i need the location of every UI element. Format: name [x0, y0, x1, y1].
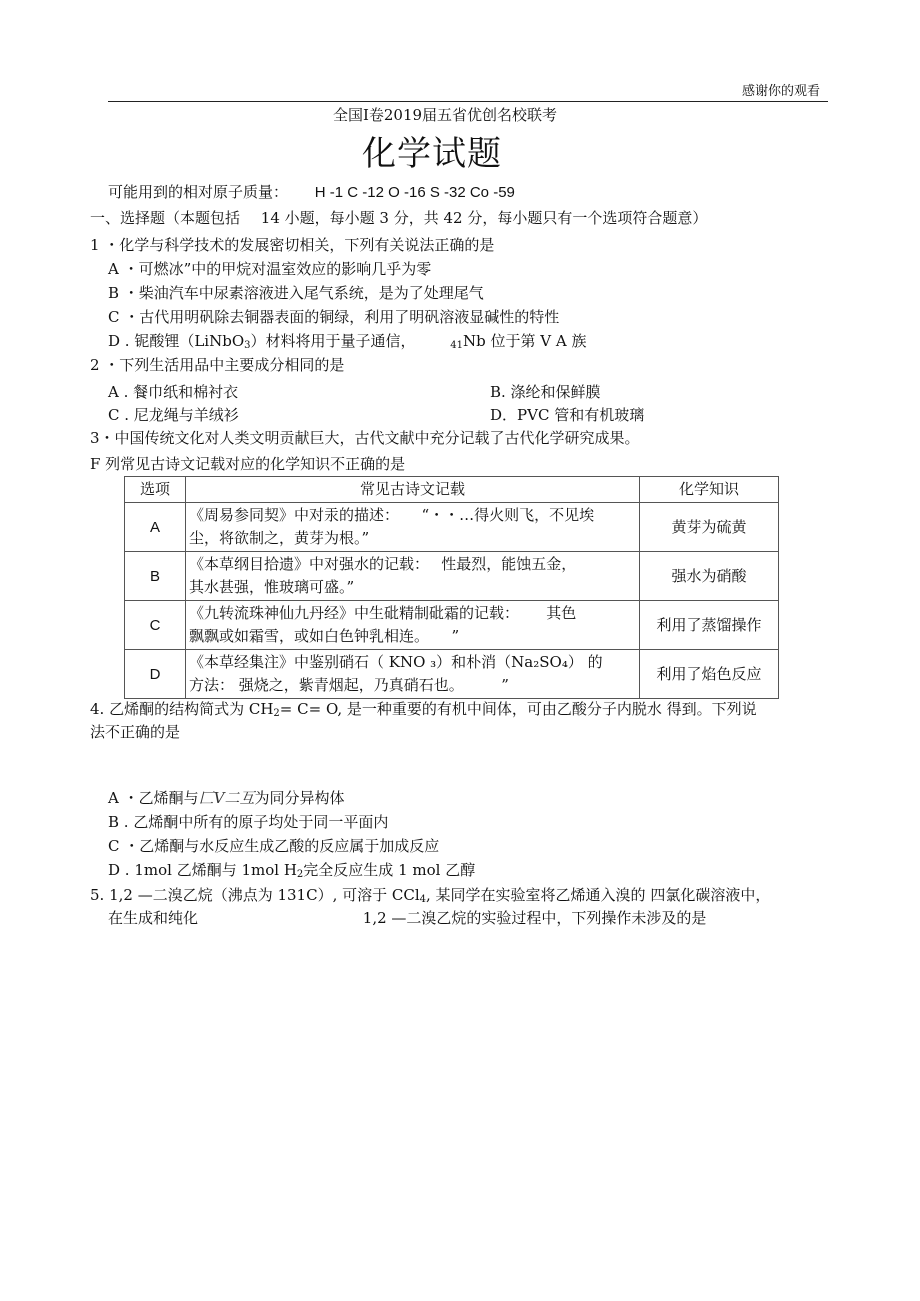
q1-d-part1: D . 铌酸锂（LiNbO: [108, 332, 245, 350]
q3-stem-line1: 3・中国传统文化对人类文明贡献巨大，古代文献中充分记载了古代化学研究成果。: [90, 429, 640, 447]
q4-stem-part1: 4. 乙烯酮的结构简式为 CH: [90, 700, 274, 718]
q1-d-sub: 3: [244, 340, 251, 351]
table-cell-record: [186, 650, 640, 699]
record-line2: 飘飘或如霜雪，或如白色钟乳相连。 ”: [189, 627, 460, 645]
q1-d-part2: ）材料将用于量子通信，: [250, 332, 416, 350]
atomic-masses-label: 可能用到的相对原子质量：: [108, 183, 289, 201]
record-line2: 方法： 强烧之，紫青烟起，乃真硝石也。 ”: [189, 676, 509, 694]
q1-option-d: [108, 331, 587, 354]
page-title: 化学试题: [362, 134, 502, 174]
table-row: [125, 503, 779, 552]
atomic-masses-values: H -1 C -12 O -16 S -32 Co -59: [314, 184, 515, 201]
q4-option-a: [108, 788, 344, 808]
q1-d-part3: Nb 位于第 V A 族: [463, 332, 587, 350]
q2-stem: 2 ・下列生活用品中主要成分相同的是: [90, 356, 345, 374]
section-heading-part2: 14 小题，每小题 3 分，共 42 分，每小题只有一个选项符合题意）: [260, 209, 708, 227]
q4-stem-line2: 法不正确的是: [90, 723, 181, 741]
table-header-option: 选项: [125, 477, 186, 503]
q4-stem-line1: [90, 699, 757, 722]
q4-option-c: C ・乙烯酮与水反应生成乙酸的反应属于加成反应: [108, 837, 440, 855]
table-header-record: 常见古诗文记载: [186, 477, 640, 503]
q4-d-part2: 完全反应生成 1 mol 乙醇: [303, 861, 476, 879]
record-line2: 尘，将欲制之，黄芽为根。”: [189, 529, 370, 547]
q2-option-b: B. 涤纶和保鲜膜: [490, 383, 601, 401]
q5-line1-sub: 4: [419, 894, 427, 905]
table-row: [125, 601, 779, 650]
q4-a-formula: 匚V二互: [198, 789, 255, 807]
table-row: [125, 650, 779, 699]
q4-stem-sub: 2: [273, 708, 280, 719]
q5-line2-part1: 在生成和纯化: [108, 909, 199, 927]
q3-table: [124, 476, 779, 699]
q4-option-d: [108, 860, 475, 883]
q5-line1: [90, 885, 770, 908]
table-cell-option: C: [125, 601, 186, 650]
q3-stem-line2: F 列常见古诗文记载对应的化学知识不正确的是: [90, 455, 406, 473]
table-cell-record: [186, 601, 640, 650]
exam-subtitle: 全国Ⅰ卷2019届五省优创名校联考: [332, 106, 558, 124]
table-cell-knowledge: 强水为硝酸: [640, 552, 779, 601]
table-cell-option: A: [125, 503, 186, 552]
record-line2: 其水甚强，惟玻璃可盛。”: [189, 578, 355, 596]
q1-option-c: C ・古代用明矾除去铜器表面的铜绿，利用了明矾溶液显碱性的特性: [108, 308, 560, 326]
table-cell-knowledge: 利用了焰色反应: [640, 650, 779, 699]
table-header-knowledge: 化学知识: [640, 477, 779, 503]
record-line1: 《周易参同契》中对汞的描述： “・・…得火则飞，不见埃: [189, 506, 595, 524]
q4-option-b: B . 乙烯酮中所有的原子均处于同一平面内: [108, 813, 389, 831]
table-row: [125, 552, 779, 601]
record-line1: 《本草纲目拾遗》中对强水的记载： 性最烈，能蚀五金，: [189, 555, 577, 573]
q1-d-nb-sub: 41: [450, 340, 464, 351]
section-heading: [90, 208, 707, 228]
table-cell-knowledge: 黄芽为硫黄: [640, 503, 779, 552]
q2-option-c: C . 尼龙绳与羊绒衫: [108, 406, 239, 424]
header-rule: [108, 101, 828, 102]
q4-a-suffix: 为同分异构体: [254, 789, 345, 807]
section-heading-part1: 一、选择题（本题包括: [90, 209, 241, 227]
table-cell-option: B: [125, 552, 186, 601]
q5-line1-part2: , 某同学在实验室将乙烯通入溴的 四氯化碳溶液中，: [426, 886, 771, 904]
record-line1: 《本草经集注》中鉴别硝石（ KNO ₃）和朴消（Na₂SO₄） 的: [189, 653, 603, 671]
q4-d-sub: 2: [296, 869, 304, 880]
q1-stem: 1 ・化学与科学技术的发展密切相关，下列有关说法正确的是: [90, 236, 495, 254]
q1-option-a: A ・可燃冰”中的甲烷对温室效应的影响几乎为零: [108, 260, 432, 278]
q1-option-b: B ・柴油汽车中尿素溶液进入尾气系统，是为了处理尾气: [108, 284, 484, 302]
q4-d-part1: D . 1mol 乙烯酮与 1mol H: [108, 861, 297, 879]
q2-option-a: A . 餐巾纸和棉衬衣: [108, 383, 239, 401]
q4-a-prefix: A ・乙烯酮与: [108, 789, 199, 807]
q5-line1-part1: 5. 1,2 —二溴乙烷（沸点为 131C）, 可溶于 CCl: [90, 886, 420, 904]
table-cell-option: D: [125, 650, 186, 699]
q4-stem-part2: = C= O, 是一种重要的有机中间体，可由乙酸分子内脱水 得到。下列说: [279, 700, 757, 718]
table-header-row: [125, 477, 779, 503]
q5-line2-part2: 1,2 —二溴乙烷的实验过程中，下列操作未涉及的是: [362, 909, 707, 927]
table-cell-record: [186, 552, 640, 601]
q5-line2: [108, 908, 706, 928]
table-cell-record: [186, 503, 640, 552]
atomic-masses-line: [108, 182, 515, 203]
table-cell-knowledge: 利用了蒸馏操作: [640, 601, 779, 650]
record-line1: 《九转流珠神仙九丹经》中生砒精制砒霜的记载： 其色: [189, 604, 577, 622]
q2-option-d: D．PVC 管和有机玻璃: [490, 406, 645, 424]
header-note: 感谢你的观看: [741, 84, 820, 99]
